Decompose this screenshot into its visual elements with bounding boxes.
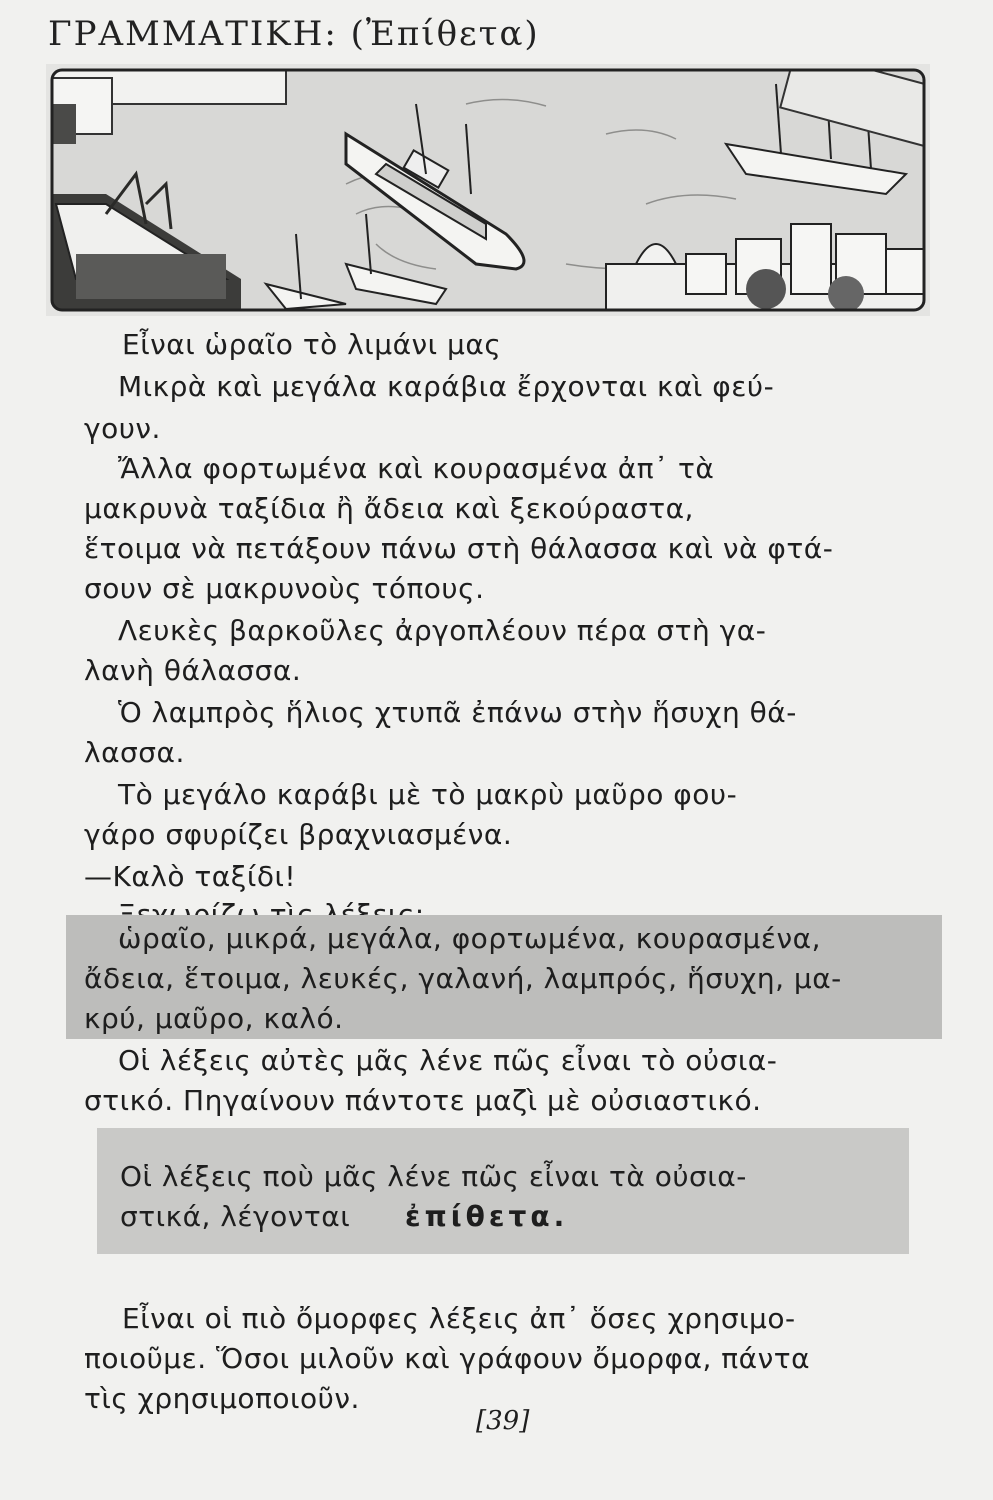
explanation-line: στικό. Πηγαίνουν πάντοτε μαζὶ μὲ οὐσιαστικό. <box>84 1084 762 1117</box>
page-title: ΓΡΑΜΜΑΤΙΚΗ: (Ἐπίθετα) <box>48 14 540 54</box>
rule-line: Οἱ λέξεις ποὺ μᾶς λένε πῶς εἶναι τὰ οὐσια- <box>120 1160 747 1193</box>
passage-line: Λευκὲς βαρκοῦλες ἀργοπλέουν πέρα στὴ γα- <box>118 614 767 647</box>
adjectives-line: ἄδεια, ἕτοιμα, λευκές, γαλανή, λαμπρός, ἥσυχη, μα- <box>84 962 842 995</box>
rule-term: ἐπίθετα. <box>405 1200 569 1233</box>
passage-line: μακρυνὰ ταξίδια ἢ ἄδεια καὶ ξεκούραστα, <box>84 492 694 525</box>
adjectives-line: ὡραῖο, μικρά, μεγάλα, φορτωμένα, κουρασμένα, <box>118 922 821 955</box>
closing-line: ποιοῦμε. Ὅσοι μιλοῦν καὶ γράφουν ὄμορφα, πάντα <box>84 1342 811 1375</box>
adjectives-line: κρύ, μαῦρο, καλό. <box>84 1002 344 1035</box>
passage-line: λασσα. <box>84 736 185 769</box>
passage-line: Εἶναι ὡραῖο τὸ λιμάνι μας <box>122 328 502 361</box>
rule-line <box>0 1198 993 1236</box>
harbor-illustration <box>46 64 930 316</box>
explanation-line: Οἱ λέξεις αὐτὲς μᾶς λένε πῶς εἶναι τὸ οὐσια- <box>118 1044 778 1077</box>
passage-line: γάρο σφυρίζει βραχνιασμένα. <box>84 818 513 851</box>
rule-line-prefix: στικά, λέγονται <box>120 1200 351 1233</box>
passage-line: λανὴ θάλασσα. <box>84 654 302 687</box>
passage-line: Τὸ μεγάλο καράβι μὲ τὸ μακρὺ μαῦρο φου- <box>118 778 738 811</box>
passage-line: γουν. <box>84 412 161 445</box>
passage-line: Μικρὰ καὶ μεγάλα καράβια ἔρχονται καὶ φεύ- <box>118 370 775 403</box>
closing-line: τὶς χρησιμοποιοῦν. <box>84 1382 360 1415</box>
passage-line: Ἄλλα φορτωμένα καὶ κουρασμένα ἀπ᾽ τὰ <box>118 452 715 485</box>
passage-line: —Καλὸ ταξίδι! <box>84 860 297 893</box>
passage-line: ἕτοιμα νὰ πετάξουν πάνω στὴ θάλασσα καὶ νὰ φτά- <box>84 532 834 565</box>
closing-line: Εἶναι οἱ πιὸ ὄμορφες λέξεις ἀπ᾽ ὅσες χρησιμο- <box>122 1302 796 1335</box>
passage-line: σουν σὲ μακρυνοὺς τόπους. <box>84 572 485 605</box>
passage-line: Ὁ λαμπρὸς ἥλιος χτυπᾶ ἐπάνω στὴν ἥσυχη θά- <box>118 696 797 729</box>
page-number: [39] <box>476 1406 530 1436</box>
